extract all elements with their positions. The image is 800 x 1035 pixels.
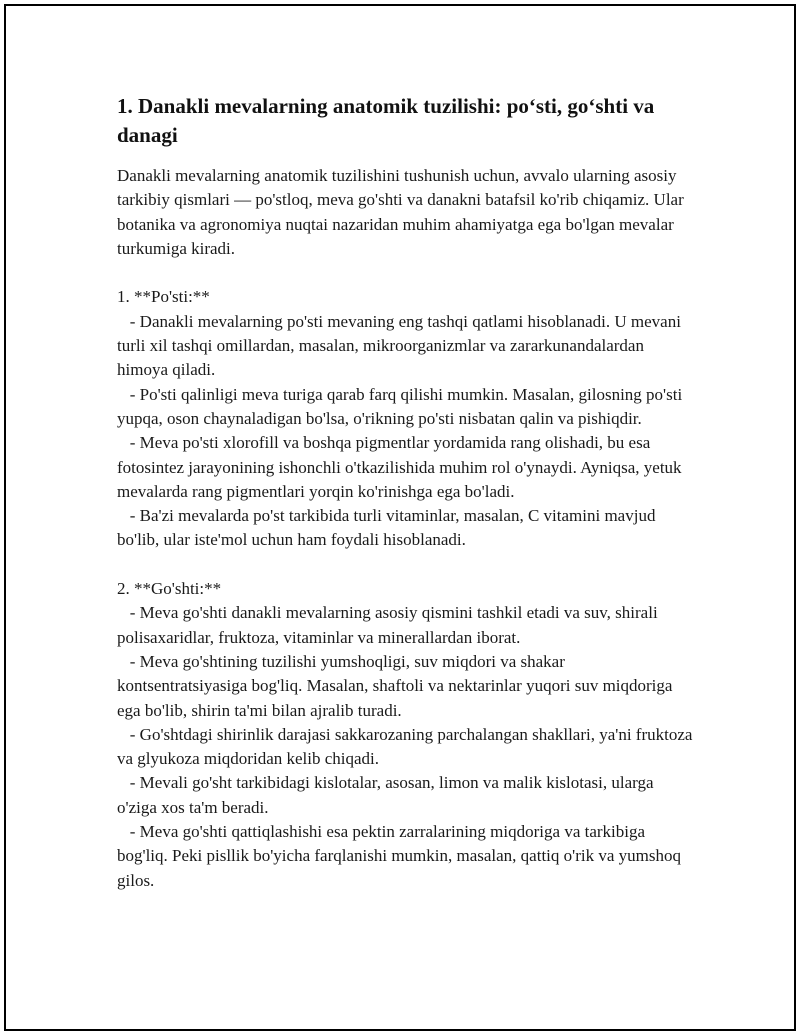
- list-item: - Meva po'sti xlorofill va boshqa pigmentlar yordamida rang olishadi, bu esa fotosintez jarayonining ishonchli o'tkazilishida muhim rol o'ynaydi. Ayniqsa, yetuk mevalarda rang pigmentlari yorqin ko'rinishga ega bo'ladi.: [117, 433, 686, 501]
- list-item: - Meva go'shtining tuzilishi yumshoqligi, suv miqdori va shakar kontsentratsiyasiga bog'liq. Masalan, shaftoli va nektarinlar yuqori suv miqdoriga ega bo'lib, shirin ta'mi bilan ajralib turadi.: [117, 651, 677, 720]
- list-item: - Ba'zi mevalarda po'st tarkibida turli vitaminlar, masalan, C vitamini mavjud bo'lib, ular iste'mol uchun ham foydali hisoblanadi.: [117, 506, 660, 550]
- section-heading: 2. **Go'shti:**: [117, 579, 222, 599]
- section-goshti: [117, 577, 697, 893]
- paragraph-gap: [117, 261, 697, 285]
- list-item: - Po'sti qalinligi meva turiga qarab farq qilishi mumkin. Masalan, gilosning po'sti yupqa, oson chaynaladigan bo'lsa, o'rikning po'sti nisbatan qalin va pishiqdir.: [117, 384, 687, 428]
- paragraph-gap: [117, 553, 697, 577]
- list-item: - Mevali go'sht tarkibidagi kislotalar, asosan, limon va malik kislotasi, ularga o'ziga xos ta'm beradi.: [117, 773, 658, 817]
- section-posti: [117, 285, 697, 552]
- document-title: 1. Danakli mevalarning anatomik tuzilishi: po‘sti, go‘shti va danagi: [117, 94, 655, 147]
- section-heading: 1. **Po'sti:**: [117, 287, 210, 307]
- list-item: - Meva go'shti danakli mevalarning asosiy qismini tashkil etadi va suv, shirali polisaxaridlar, fruktoza, vitaminlar va minerallardan iborat.: [117, 603, 662, 647]
- intro-paragraph: Danakli mevalarning anatomik tuzilishini tushunish uchun, avvalo ularning asosiy tarkibiy qismlari — po'stloq, meva go'shti va danakni batafsil ko'rib chiqamiz. Ular botanika va agronomiya nuqtai nazaridan muhim ahamiyatga ega bo'lgan mevalar turkumiga kiradi.: [117, 166, 689, 258]
- list-item: - Meva go'shti qattiqlashishi esa pektin zarralarining miqdoriga va tarkibiga bog'liq. Peki pisllik bo'yicha farqlanishi mumkin, masalan, qattiq o'rik va yumshoq gilos.: [117, 822, 686, 890]
- list-item: - Go'shtdagi shirinlik darajasi sakkarozaning parchalangan shakllari, ya'ni fruktoza va glyukoza miqdoridan kelib chiqadi.: [117, 724, 697, 769]
- list-item: - Danakli mevalarning po'sti mevaning eng tashqi qatlami hisoblanadi. U mevani turli xil tashqi omillardan, masalan, mikroorganizmlar va zararkunandalardan himoya qiladi.: [117, 311, 686, 380]
- document-body: [117, 92, 697, 893]
